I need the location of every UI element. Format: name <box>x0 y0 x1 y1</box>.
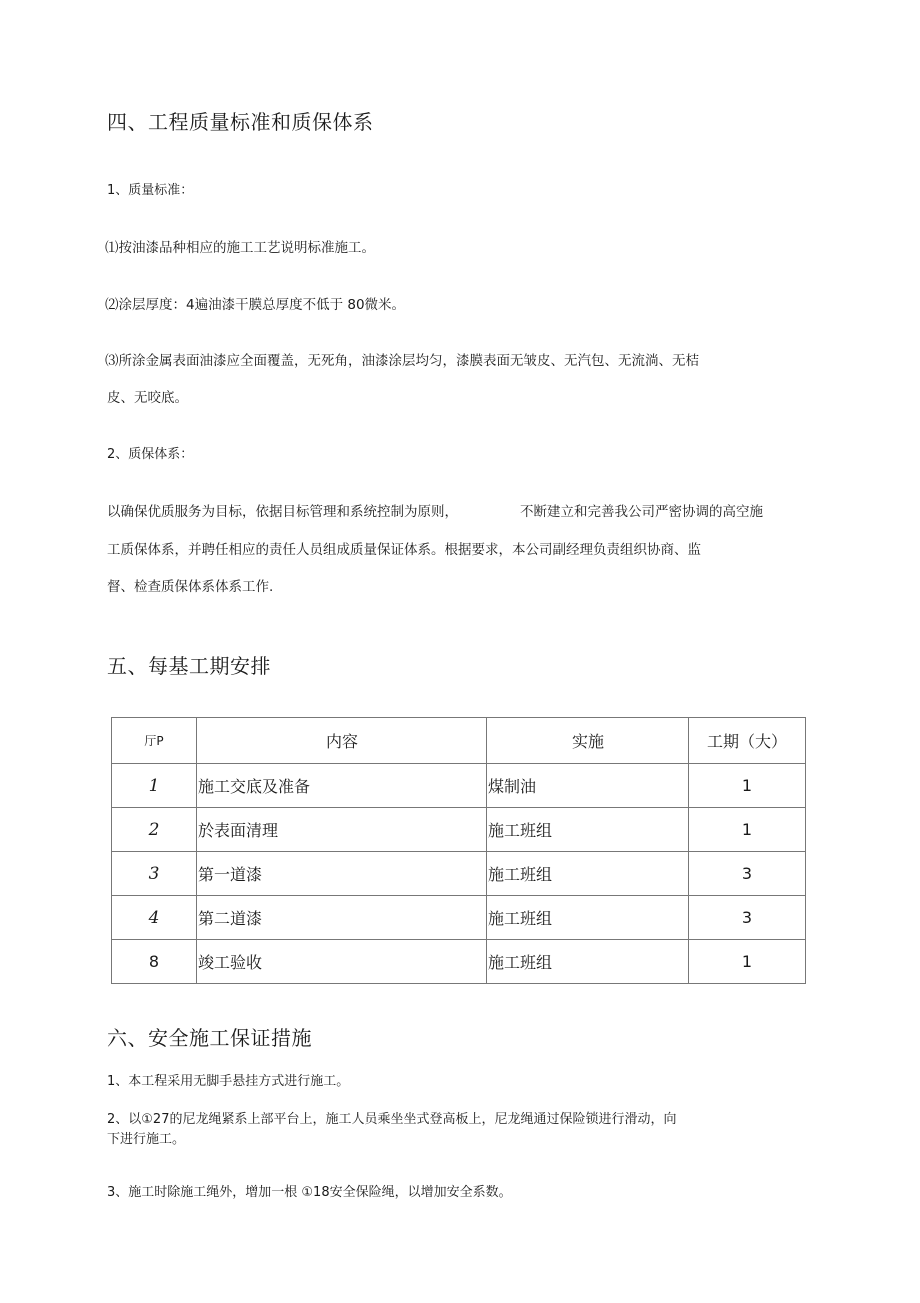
table-row <box>112 764 806 808</box>
header-number: 厅P <box>112 718 197 764</box>
row-content: 竣工验收 <box>197 940 487 984</box>
row-number: 8 <box>112 940 197 984</box>
section4-title: 四、工程质量标准和质保体系 <box>107 110 374 134</box>
row-duration: 1 <box>689 808 806 852</box>
quality-system-para-line-3: 督、检查质保体系体系工作. <box>107 579 274 595</box>
row-content: 施工交底及准备 <box>197 764 487 808</box>
row-duration: 1 <box>689 940 806 984</box>
quality-standard-item-1: ⑴按油漆品种相应的施工工艺说明标准施工。 <box>105 240 375 256</box>
row-implementer: 施工班组 <box>487 896 689 940</box>
row-implementer: 施工班组 <box>487 940 689 984</box>
safety-item-2-line-2: 下进行施工。 <box>107 1132 186 1147</box>
row-implementer: 施工班组 <box>487 808 689 852</box>
safety-item-2-line-1: 2、以①27的尼龙绳紧系上部平台上，施工人员乘坐坐式登高板上，尼龙绳通过保险锁进行滑动，向 <box>107 1112 677 1127</box>
row-duration: 1 <box>689 764 806 808</box>
row-number: 4 <box>112 896 197 940</box>
row-content: 第二道漆 <box>197 896 487 940</box>
row-duration: 3 <box>689 852 806 896</box>
table-row <box>112 852 806 896</box>
header-content: 内容 <box>197 718 487 764</box>
quality-standard-heading: 1、质量标准： <box>107 183 194 198</box>
row-number: 2 <box>112 808 197 852</box>
row-number: 3 <box>112 852 197 896</box>
section5-title: 五、每基工期安排 <box>107 654 271 678</box>
row-implementer: 施工班组 <box>487 852 689 896</box>
quality-standard-item-2: ⑵涂层厚度：4遍油漆干膜总厚度不低于 80微米。 <box>105 297 406 313</box>
row-number: 1 <box>112 764 197 808</box>
header-implementer: 实施 <box>487 718 689 764</box>
quality-standard-item-3-line-2: 皮、无咬底。 <box>107 390 188 406</box>
table-row <box>112 808 806 852</box>
safety-item-1: 1、本工程采用无脚手悬挂方式进行施工。 <box>107 1074 350 1089</box>
row-content: 於表面清理 <box>197 808 487 852</box>
quality-standard-item-3-line-1: ⑶所涂金属表面油漆应全面覆盖，无死角，油漆涂层均匀，漆膜表面无皱皮、无汽包、无流淌、无桔 <box>105 353 699 369</box>
safety-item-3: 3、施工时除施工绳外，增加一根 ①18安全保险绳，以增加安全系数。 <box>107 1185 512 1200</box>
header-duration: 工期（大） <box>689 718 806 764</box>
table-row <box>112 896 806 940</box>
quality-system-heading: 2、质保体系： <box>107 447 194 462</box>
schedule-table <box>111 717 806 984</box>
quality-system-para-line-2: 工质保体系，并聘任相应的责任人员组成质量保证体系。根据要求，本公司副经理负责组织协商、监 <box>107 542 701 558</box>
row-duration: 3 <box>689 896 806 940</box>
quality-system-para-line-1a: 以确保优质服务为目标，依据目标管理和系统控制为原则， <box>107 504 458 520</box>
row-implementer: 煤制油 <box>487 764 689 808</box>
row-content: 第一道漆 <box>197 852 487 896</box>
table-header-row <box>112 718 806 764</box>
quality-system-para-line-1b: 不断建立和完善我公司严密协调的高空施 <box>520 504 763 520</box>
table-row <box>112 940 806 984</box>
section6-title: 六、安全施工保证措施 <box>107 1026 312 1050</box>
